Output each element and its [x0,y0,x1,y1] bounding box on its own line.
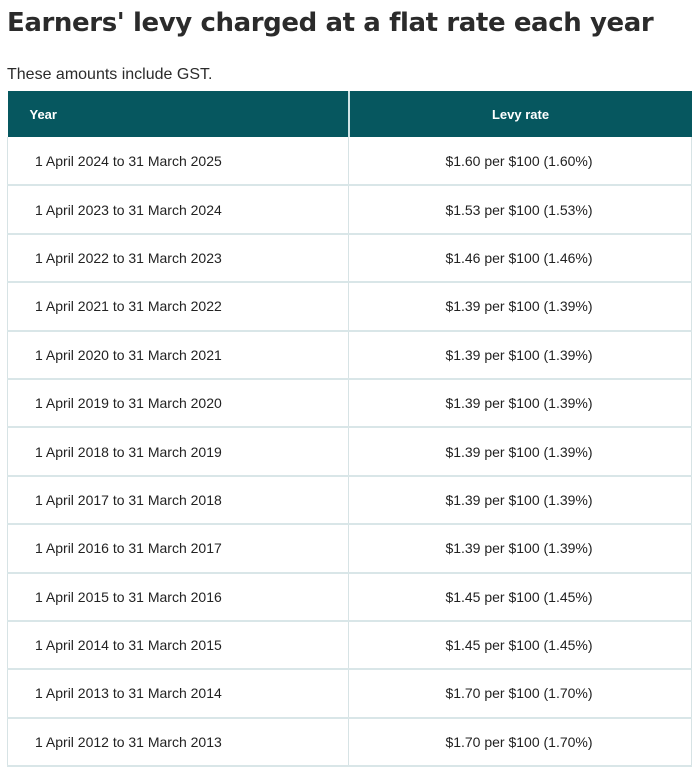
levy-rate-cell: $1.39 per $100 (1.39%) [349,524,692,572]
table-row [8,185,692,233]
table-row [8,573,692,621]
year-cell: 1 April 2021 to 31 March 2022 [8,282,349,330]
year-cell: 1 April 2024 to 31 March 2025 [8,137,349,185]
levy-rate-cell: $1.45 per $100 (1.45%) [349,573,692,621]
table-row [8,331,692,379]
table-row [8,427,692,475]
table-note: These amounts include GST. [7,66,213,83]
year-cell: 1 April 2018 to 31 March 2019 [8,427,349,475]
table-row [8,524,692,572]
year-cell: 1 April 2016 to 31 March 2017 [8,524,349,572]
column-header-levy-rate: Levy rate [491,106,550,122]
year-cell: 1 April 2013 to 31 March 2014 [8,669,349,717]
year-cell: 1 April 2023 to 31 March 2024 [8,185,349,233]
levy-rate-cell: $1.70 per $100 (1.70%) [349,718,692,766]
levy-rate-cell: $1.39 per $100 (1.39%) [349,282,692,330]
table-body [8,137,692,766]
levy-rate-cell: $1.39 per $100 (1.39%) [349,379,692,427]
year-cell: 1 April 2022 to 31 March 2023 [8,234,349,282]
levy-rate-cell: $1.39 per $100 (1.39%) [349,427,692,475]
year-cell: 1 April 2015 to 31 March 2016 [8,573,349,621]
table-header [8,91,692,137]
levy-rate-cell: $1.70 per $100 (1.70%) [349,669,692,717]
table-row [8,234,692,282]
year-cell: 1 April 2017 to 31 March 2018 [8,476,349,524]
page-title: Earners' levy charged at a flat rate each year [7,8,654,38]
year-cell: 1 April 2020 to 31 March 2021 [8,331,349,379]
levy-rate-cell: $1.39 per $100 (1.39%) [349,476,692,524]
levy-rate-cell: $1.45 per $100 (1.45%) [349,621,692,669]
table-row [8,621,692,669]
year-cell: 1 April 2014 to 31 March 2015 [8,621,349,669]
year-cell: 1 April 2019 to 31 March 2020 [8,379,349,427]
column-header-year: Year [8,91,349,137]
table-row [8,669,692,717]
levy-rate-cell: $1.53 per $100 (1.53%) [349,185,692,233]
table-row [8,379,692,427]
header-row [8,91,692,137]
levy-rate-cell: $1.46 per $100 (1.46%) [349,234,692,282]
levy-rate-table [7,91,692,767]
table-row [8,282,692,330]
table-row [8,718,692,766]
table-row [8,476,692,524]
table-row [8,137,692,185]
levy-rate-cell: $1.60 per $100 (1.60%) [349,137,692,185]
year-cell: 1 April 2012 to 31 March 2013 [8,718,349,766]
levy-rate-cell: $1.39 per $100 (1.39%) [349,331,692,379]
